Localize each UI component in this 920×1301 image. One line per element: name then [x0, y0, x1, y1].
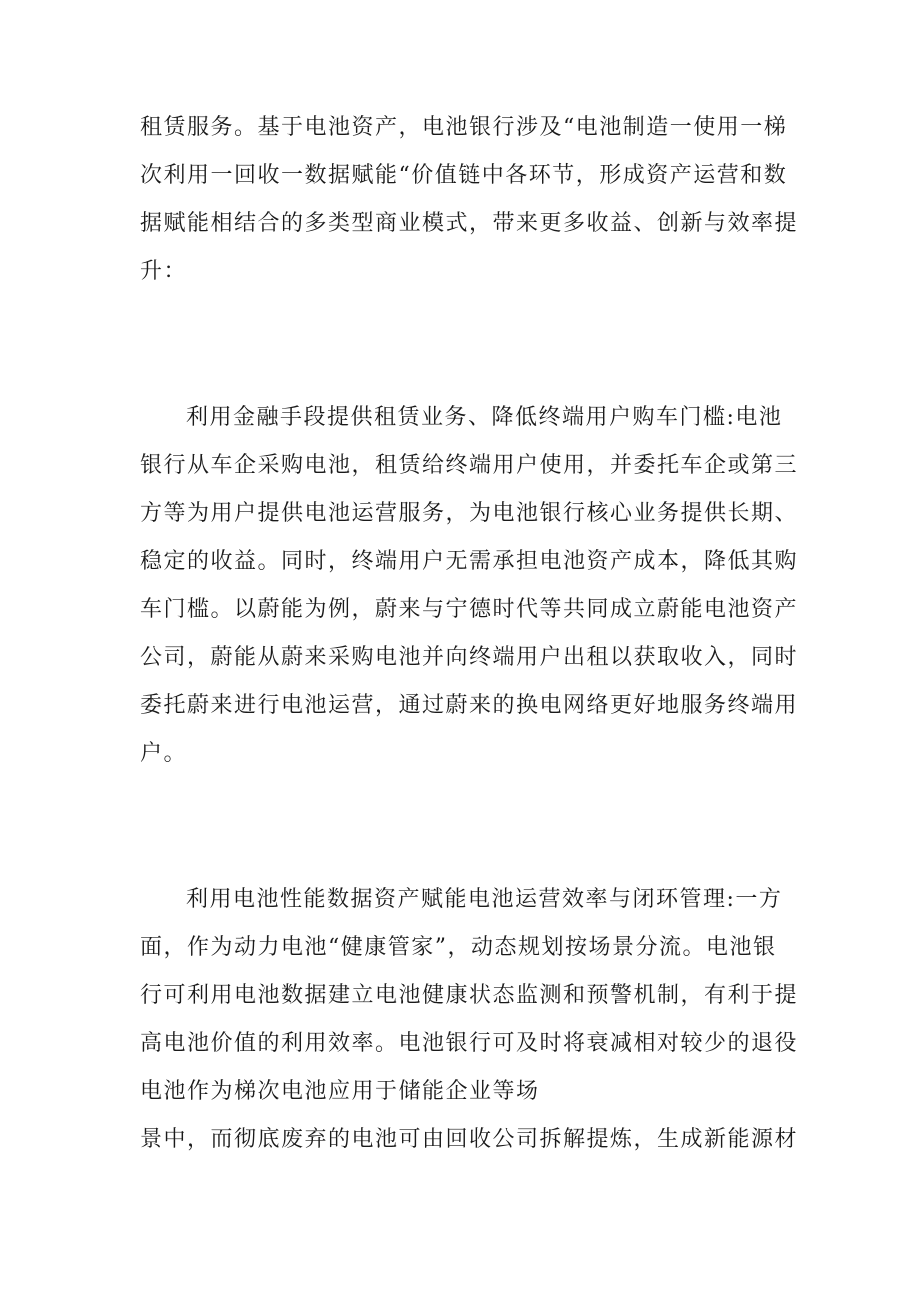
paragraph-2-line-7: 委托蔚来进行电池运营，通过蔚来的换电网络更好地服务终端用 — [140, 693, 799, 718]
paragraph-3-line-1: 利用电池性能数据资产赋能电池运营效率与闭环管理:一方 — [186, 887, 783, 912]
paragraph-2-line-3: 方等为用户提供电池运营服务，为电池银行核心业务提供长期、 — [140, 501, 799, 526]
paragraph-2-line-1: 利用金融手段提供租赁业务、降低终端用户购车门槛:电池 — [186, 405, 783, 430]
paragraph-3-line-4: 高电池价值的利用效率。电池银行可及时将衰减相对较少的退役 — [140, 1031, 799, 1056]
paragraph-3-line-3: 行可利用电池数据建立电池健康状态监测和预警机制，有利于提 — [140, 983, 799, 1008]
paragraph-2-line-2: 银行从车企采购电池，租赁给终端用户使用，并委托车企或第三 — [140, 453, 799, 478]
paragraph-1-line-3: 据赋能相结合的多类型商业模式，带来更多收益、创新与效率提 — [140, 211, 799, 236]
paragraph-1-line-2: 次利用一回收一数据赋能“价值链中各环节，形成资产运营和数 — [140, 163, 788, 188]
paragraph-3-line-6: 景中，而彻底废弃的电池可由回收公司拆解提炼，生成新能源材 — [140, 1127, 799, 1152]
paragraph-3-line-5: 电池作为梯次电池应用于储能企业等场 — [140, 1079, 540, 1104]
paragraph-2-line-5: 车门槛。以蔚能为例，蔚来与宁德时代等共同成立蔚能电池资产 — [140, 597, 799, 622]
paragraph-2-line-6: 公司，蔚能从蔚来采购电池并向终端用户出租以获取收入，同时 — [140, 645, 799, 670]
paragraph-3-line-2: 面，作为动力电池“健康管家”，动态规划按场景分流。电池银 — [140, 935, 777, 960]
paragraph-1-line-4: 升： — [140, 259, 188, 284]
paragraph-2-line-8: 户。 — [140, 741, 188, 766]
paragraph-1-line-1: 租赁服务。基于电池资产，电池银行涉及“电池制造一使用一梯 — [140, 115, 788, 140]
paragraph-2-line-4: 稳定的收益。同时，终端用户无需承担电池资产成本，降低其购 — [140, 549, 799, 574]
